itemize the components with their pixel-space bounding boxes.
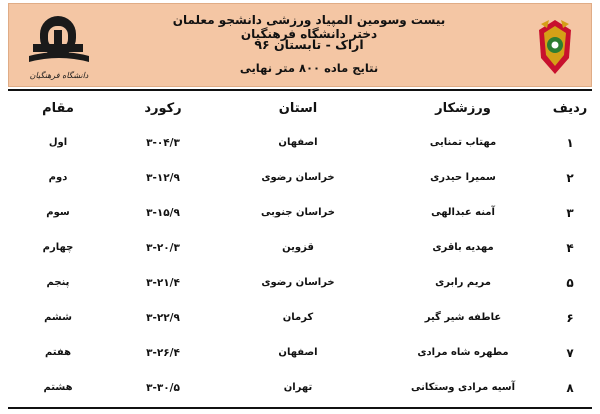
athlete-cell: عاطفه شیر گیر <box>424 312 502 323</box>
event-title: بیست وسومین المپیاد ورزشی دانشجو معلمان دختر دانشگاه فرهنگیان <box>172 13 446 41</box>
table-row <box>8 300 592 335</box>
province-cell: کرمان <box>282 312 314 323</box>
record-cell: ۳-۲۲/۹ <box>146 311 180 324</box>
header-athlete: ورزشکار <box>435 100 491 116</box>
event-location: اراک - تابستان ۹۶ <box>254 37 364 52</box>
sports-emblem-icon <box>535 18 575 78</box>
place-cell: سوم <box>46 207 70 218</box>
table-row <box>8 195 592 230</box>
record-cell: ۳-۲۰/۳ <box>146 241 180 254</box>
rank-cell: ۴ <box>566 240 574 255</box>
rank-cell: ۸ <box>566 380 574 395</box>
place-cell: هفتم <box>44 347 72 358</box>
table-row <box>8 125 592 160</box>
place-cell: اول <box>48 137 68 148</box>
results-table <box>8 89 592 409</box>
university-logo <box>23 12 95 86</box>
province-cell: قزوین <box>282 242 314 253</box>
logo-caption: دانشگاه فرهنگیان <box>29 71 89 80</box>
province-cell: خراسان رضوی <box>261 172 335 183</box>
athlete-cell: آسیه مرادی وستکانی <box>410 382 516 393</box>
record-cell: ۳-۰۴/۳ <box>146 136 180 149</box>
rank-cell: ۷ <box>566 345 574 360</box>
province-cell: تهران <box>283 382 313 393</box>
rank-cell: ۳ <box>566 205 574 220</box>
athlete-cell: مهدیه باقری <box>432 242 494 253</box>
record-cell: ۳-۱۲/۹ <box>146 171 180 184</box>
event-subtitle: نتایج ماده ۸۰۰ متر نهایی <box>239 61 379 75</box>
athlete-cell: مطهره شاه مرادی <box>417 347 509 358</box>
rank-cell: ۶ <box>566 310 574 325</box>
record-cell: ۳-۲۶/۴ <box>146 346 180 359</box>
rank-cell: ۵ <box>566 275 574 290</box>
table-row <box>8 160 592 195</box>
header-province: استان <box>278 100 318 116</box>
header-banner <box>8 3 592 87</box>
place-cell: هشتم <box>43 382 73 393</box>
rank-cell: ۱ <box>566 135 574 150</box>
place-cell: چهارم <box>42 242 74 253</box>
table-row <box>8 370 592 405</box>
table-row <box>8 265 592 300</box>
place-cell: ششم <box>44 312 72 323</box>
place-cell: پنجم <box>46 277 70 288</box>
athlete-cell: آمنه عبدالهی <box>431 207 495 218</box>
header-place: مقام <box>42 100 74 116</box>
table-header-row <box>8 91 592 125</box>
record-cell: ۳-۲۱/۴ <box>146 276 180 289</box>
record-cell: ۳-۱۵/۹ <box>146 206 180 219</box>
province-cell: خراسان رضوی <box>261 277 335 288</box>
place-cell: دوم <box>48 172 68 183</box>
table-row <box>8 335 592 370</box>
province-cell: اصفهان <box>278 347 318 358</box>
athlete-cell: مریم رابری <box>435 277 491 288</box>
athlete-cell: سمیرا حیدری <box>430 172 496 183</box>
header-record: رکورد <box>144 100 182 116</box>
record-cell: ۳-۳۰/۵ <box>146 381 180 394</box>
province-cell: خراسان جنوبی <box>261 207 335 218</box>
rank-cell: ۲ <box>566 170 574 185</box>
province-cell: اصفهان <box>278 137 318 148</box>
header-rank: ردیف <box>552 100 588 116</box>
athlete-cell: مهتاب تمنایی <box>429 137 497 148</box>
table-row <box>8 230 592 265</box>
